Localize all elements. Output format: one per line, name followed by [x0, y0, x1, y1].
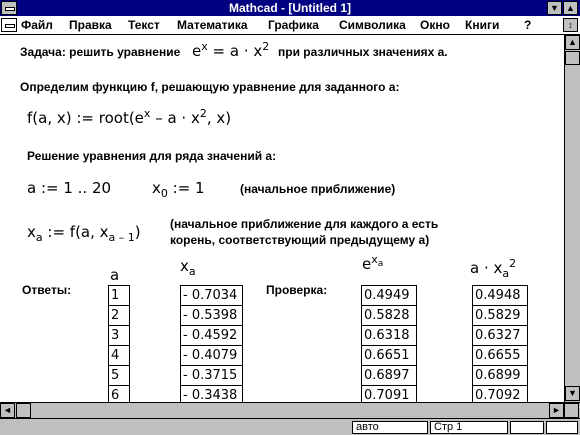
scroll-right-button[interactable]: ► — [549, 403, 564, 418]
title-bar — [0, 0, 580, 16]
status-mode: авто — [352, 421, 428, 434]
menu-math[interactable]: Математика — [177, 18, 248, 32]
status-panel-empty-2 — [546, 421, 578, 434]
table-cell-x: - 0.7034 — [181, 286, 242, 306]
status-panel-empty-1 — [510, 421, 544, 434]
xa-definition[interactable]: $x_a$ := f(a, $x_{a - 1}$) — [27, 223, 141, 244]
table-ax2-column — [472, 285, 528, 402]
table-cell-x: - 0.5398 — [181, 306, 242, 326]
table-cell-e: 0.6651 — [362, 346, 416, 366]
table-cell-a: 3 — [109, 326, 129, 346]
document-menu-icon[interactable] — [1, 18, 17, 32]
table-cell-ax2: 0.6327 — [473, 326, 527, 346]
table-cell-ax2: 0.5829 — [473, 306, 527, 326]
table-cell-e: 0.6318 — [362, 326, 416, 346]
range-definition[interactable]: a := 1 .. 20 — [27, 179, 112, 197]
minimize-button[interactable]: ▼ — [547, 1, 562, 15]
table-cell-a: 2 — [109, 306, 129, 326]
table-cell-x: - 0.3715 — [181, 366, 242, 386]
table-cell-ax2: 0.6655 — [473, 346, 527, 366]
xa-note-line2: корень, соответствующий предыдущему a) — [170, 233, 430, 247]
solve-text: Решение уравнения для ряда значений a: — [27, 149, 277, 163]
menu-file[interactable]: Файл — [21, 18, 53, 32]
equation: $e^x = a \cdot x^2$ — [192, 40, 270, 60]
col-e-header: $e^{x_a}$ — [362, 253, 384, 273]
scroll-up-button[interactable]: ▲ — [565, 35, 580, 50]
window-title: Mathcad - [Untitled 1] — [229, 1, 351, 15]
menu-edit[interactable]: Правка — [69, 18, 112, 32]
table-cell-e: 0.5828 — [362, 306, 416, 326]
vertical-scroll-thumb[interactable] — [565, 51, 580, 65]
worksheet[interactable] — [0, 35, 564, 402]
xa-note-line1: (начальное приближение для каждого a есть — [170, 217, 439, 231]
status-bar — [0, 418, 580, 435]
status-page: Стр 1 — [430, 421, 508, 434]
table-cell-e: 0.4949 — [362, 286, 416, 306]
scroll-left-button[interactable]: ◄ — [0, 403, 15, 418]
table-cell-a: 6 — [109, 386, 129, 402]
scroll-corner — [564, 403, 579, 418]
menu-symbolic[interactable]: Символика — [339, 18, 406, 32]
table-cell-a: 1 — [109, 286, 129, 306]
table-cell-e: 0.7091 — [362, 386, 416, 402]
table-cell-e: 0.6897 — [362, 366, 416, 386]
menu-bar — [0, 16, 580, 35]
answers-label: Ответы: — [22, 283, 72, 297]
maximize-button[interactable]: ▲ — [563, 1, 578, 15]
menu-graphics[interactable]: Графика — [268, 18, 319, 32]
table-cell-a: 4 — [109, 346, 129, 366]
table-x-column — [180, 285, 243, 402]
horizontal-scroll-thumb[interactable] — [16, 403, 31, 418]
table-cell-a: 5 — [109, 366, 129, 386]
horizontal-scrollbar[interactable] — [0, 402, 580, 418]
check-label: Проверка: — [266, 283, 328, 297]
function-definition[interactable]: f(a, x) := $root(e^x - a \cdot x^2$, x) — [27, 107, 232, 127]
task-text: Задача: решить уравнение — [20, 45, 181, 59]
col-ax2-header: $a \cdot x_a^2$ — [470, 257, 517, 280]
table-cell-x: - 0.4592 — [181, 326, 242, 346]
menu-window[interactable]: Окно — [420, 18, 450, 32]
initial-guess[interactable]: $x_0$ := 1 — [152, 179, 205, 200]
define-text: Определим функцию f, решающую уравнение для заданного a: — [20, 80, 400, 94]
table-a-column — [108, 285, 130, 402]
col-a-header: a — [110, 266, 120, 284]
table-cell-ax2: 0.4948 — [473, 286, 527, 306]
restore-button[interactable]: ↕ — [563, 18, 578, 32]
scroll-down-button[interactable]: ▼ — [565, 386, 580, 401]
table-cell-x: - 0.4079 — [181, 346, 242, 366]
task-suffix: при различных значениях a. — [278, 45, 448, 59]
table-cell-x: - 0.3438 — [181, 386, 242, 402]
table-e-column — [361, 285, 417, 402]
menu-help[interactable]: ? — [524, 18, 532, 32]
table-cell-ax2: 0.7092 — [473, 386, 527, 402]
col-x-header: $x_a$ — [180, 257, 196, 278]
initial-guess-note: (начальное приближение) — [240, 182, 396, 196]
menu-text[interactable]: Текст — [128, 18, 160, 32]
menu-books[interactable]: Книги — [465, 18, 500, 32]
table-cell-ax2: 0.6899 — [473, 366, 527, 386]
vertical-scrollbar[interactable] — [564, 35, 580, 402]
